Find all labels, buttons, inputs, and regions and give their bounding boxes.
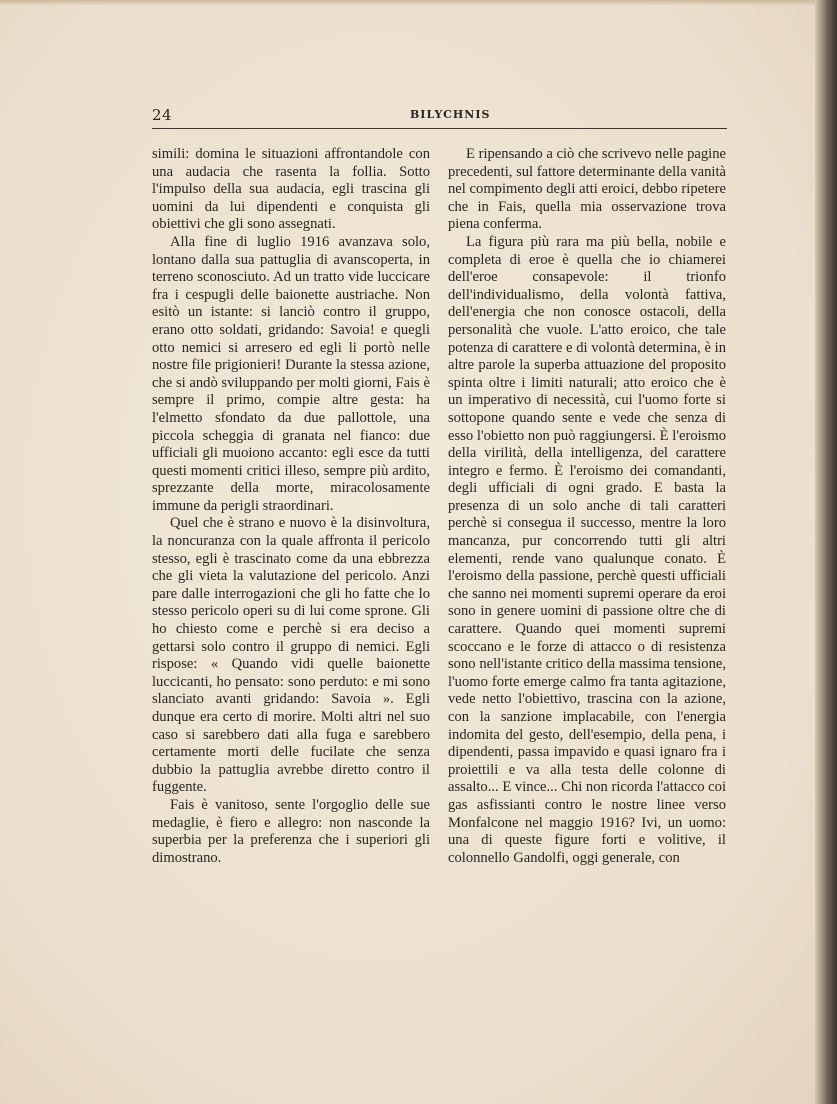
- paragraph: Alla fine di luglio 1916 avanzava solo, lontano dalla sua pattuglia di avanscoperta, in terreno sconosciuto. Ad un tratto vide luccicare fra i cespugli delle baionette austriache. Non esitò un istante: si lanciò contro il gruppo, erano otto soldati, gridando: Savoia! e quegli otto nemici si arresero ed egli li portò nelle nostre file prigionieri! Durante la stessa azione, che si andò sviluppando per molti giorni, Fais è sempre il primo, compie altre gesta: ha l'elmetto sfondato da due pallottole, una piccola scheggia di granata nel fianco: due ufficiali gli muoiono accanto: egli esce da tutti questi momenti critici illeso, sempre più ardito, sprezzante della morte, miracolosamente immune da perigli straordinari.: [152, 233, 430, 514]
- left-column: [152, 146, 430, 867]
- paragraph: La figura più rara ma più bella, nobile e completa di eroe è quella che io chiamerei dell'eroe consapevole: il trionfo dell'individualismo, della volontà fattiva, dell'energia che non conosce ostacoli, della personalità che vuole. L'atto eroico, che tale potenza di carattere e di volontà determina, è in altre parole la superba attuazione del proposito spinta oltre i limiti naturali; atto eroico che è un imperativo di necessità, cui l'uomo forte si sottopone quando sente e vede che senza di esso l'obietto non può raggiungersi. È l'eroismo della virilità, della intelligenza, del carattere integro e fermo. È l'eroismo dei comandanti, degli ufficiali di ogni grado. E basta la presenza di un solo anche di tali caratteri perchè si consegua il successo, mentre la loro mancanza, pur concorrendo tutti gli altri elementi, rende vano qualunque conato. È l'eroismo della passione, perchè questi ufficiali che sanno nei momenti supremi operare da eroi sono in genere uomini di passione oltre che di carattere. Quando quei momenti supremi scoccano e le forze di attacco o di resistenza sono nell'istante critico della massima tensione, l'uomo forte emerge calmo fra tanta agitazione, vede netto l'obiettivo, trascina con la azione, con la sanzione implacabile, con l'energia indomita del gesto, dell'esempio, della pena, i dipendenti, passa impavido e quasi ignaro fra i proiettili e va alla testa delle colonne di assalto... E vince... Chi non ricorda l'attacco coi gas asfissianti contro le nostre linee verso Monfalcone nel maggio 1916? Ivi, un uomo: una di queste figure forti e volitive, il colonnello Gandolfi, oggi generale, con: [448, 233, 726, 866]
- page-number: 24: [152, 106, 173, 124]
- header-rule: [152, 128, 727, 129]
- running-title: BILYCHNIS: [410, 108, 491, 121]
- paragraph: Fais è vanitoso, sente l'orgoglio delle sue medaglie, è fiero e allegro: non nasconde la superbia per la preferenza che i superiori gli dimostrano.: [152, 796, 430, 866]
- right-column: [448, 146, 726, 867]
- paragraph: Quel che è strano e nuovo è la disinvoltura, la noncuranza con la quale affronta il pericolo stesso, egli è trascinato come da una ebbrezza che gli vieta la valutazione del pericolo. Anzi pare dalle interrogazioni che gli ho fatte che lo stesso pericolo operi su di lui come sprone. Gli ho chiesto come e perchè si era deciso a gettarsi solo contro il gruppo di nemici. Egli rispose: « Quando vidi quelle baionette luccicanti, ho pensato: sono perduto: e mi sono slanciato avanti gridando: Savoia ». Egli dunque era certo di morire. Molti altri nel suo caso si sarebbero dati alla fuga e sarebbero certamente morti delle fucilate che senza dubbio la pattuglia avrebbe diretto contro il fuggente.: [152, 515, 430, 796]
- paragraph: E ripensando a ciò che scrivevo nelle pagine precedenti, sul fattore determinante della vanità nel compimento degli atti eroici, debbo ripetere che in Fais, quella mia osservazione trova piena conferma.: [448, 146, 726, 233]
- page-header: [152, 106, 727, 128]
- page-binding-edge: [815, 0, 837, 1104]
- paragraph: simili: domina le situazioni affrontandole con una audacia che rasenta la follia. Sotto l'impulso della sua audacia, egli trascina gli uomini da lui dipendenti e conquista gli obiettivi che gli sono assegnati.: [152, 146, 430, 233]
- page-top-edge: [0, 0, 837, 6]
